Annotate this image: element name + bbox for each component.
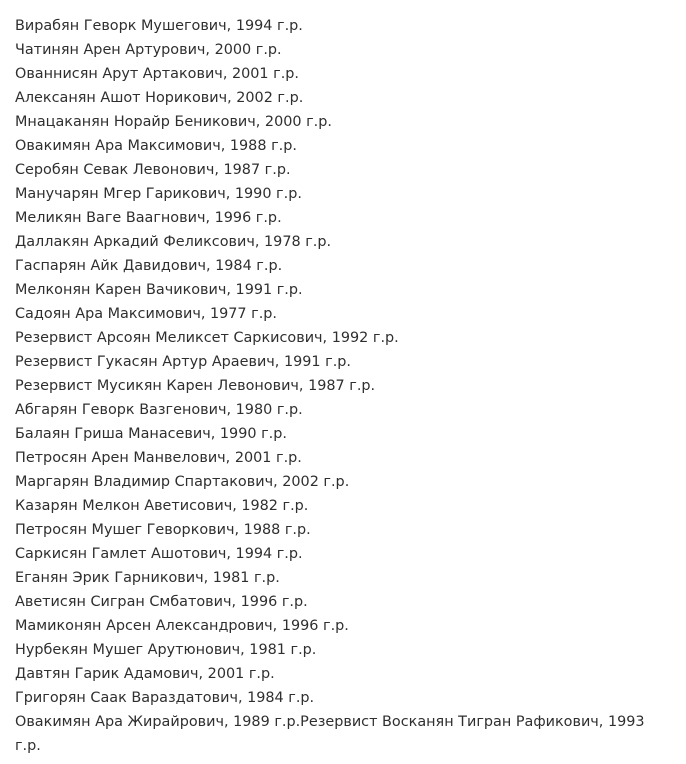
list-item: Петросян Мушег Геворкович, 1988 г.р. — [15, 522, 311, 538]
list-item: Алексанян Ашот Норикович, 2002 г.р. — [15, 90, 304, 106]
list-item: Мелконян Карен Вачикович, 1991 г.р. — [15, 282, 303, 298]
list-item: Садоян Ара Максимович, 1977 г.р. — [15, 306, 278, 322]
list-item: Манучарян Мгер Гарикович, 1990 г.р. — [15, 186, 302, 202]
list-item: Чатинян Арен Артурович, 2000 г.р. — [15, 42, 282, 58]
list-item: Нурбекян Мушег Арутюнович, 1981 г.р. — [15, 642, 317, 658]
list-item: Резервист Арсоян Меликсет Саркисович, 1992 г.р. — [15, 330, 399, 346]
name-list — [15, 14, 670, 758]
list-item: Балаян Гриша Манасевич, 1990 г.р. — [15, 426, 287, 442]
list-item: Петросян Арен Манвелович, 2001 г.р. — [15, 450, 302, 466]
list-item: Овакимян Ара Жирайрович, 1989 г.р.Резервист Восканян Тигран Рафикович, 1993 г.р. — [15, 714, 645, 754]
list-item: Давтян Гарик Адамович, 2001 г.р. — [15, 666, 275, 682]
list-item: Даллакян Аркадий Феликсович, 1978 г.р. — [15, 234, 332, 250]
list-item: Серобян Севак Левонович, 1987 г.р. — [15, 162, 291, 178]
list-item: Маргарян Владимир Спартакович, 2002 г.р. — [15, 474, 350, 490]
list-item: Еганян Эрик Гарникович, 1981 г.р. — [15, 570, 280, 586]
list-item: Аветисян Сигран Смбатович, 1996 г.р. — [15, 594, 308, 610]
list-item: Григорян Саак Вараздатович, 1984 г.р. — [15, 690, 315, 706]
list-item: Мамиконян Арсен Александрович, 1996 г.р. — [15, 618, 349, 634]
list-item: Вирабян Геворк Мушегович, 1994 г.р. — [15, 18, 303, 34]
list-item: Резервист Мусикян Карен Левонович, 1987 г.р. — [15, 378, 376, 394]
list-item: Казарян Мелкон Аветисович, 1982 г.р. — [15, 498, 309, 514]
list-item: Мнацаканян Норайр Беникович, 2000 г.р. — [15, 114, 332, 130]
list-item: Ованнисян Арут Артакович, 2001 г.р. — [15, 66, 300, 82]
list-item: Саркисян Гамлет Ашотович, 1994 г.р. — [15, 546, 303, 562]
list-item: Абгарян Геворк Вазгенович, 1980 г.р. — [15, 402, 303, 418]
list-item: Меликян Ваге Ваагнович, 1996 г.р. — [15, 210, 282, 226]
list-item: Овакимян Ара Максимович, 1988 г.р. — [15, 138, 297, 154]
list-item: Резервист Гукасян Артур Араевич, 1991 г.р. — [15, 354, 351, 370]
list-item: Гаспарян Айк Давидович, 1984 г.р. — [15, 258, 283, 274]
